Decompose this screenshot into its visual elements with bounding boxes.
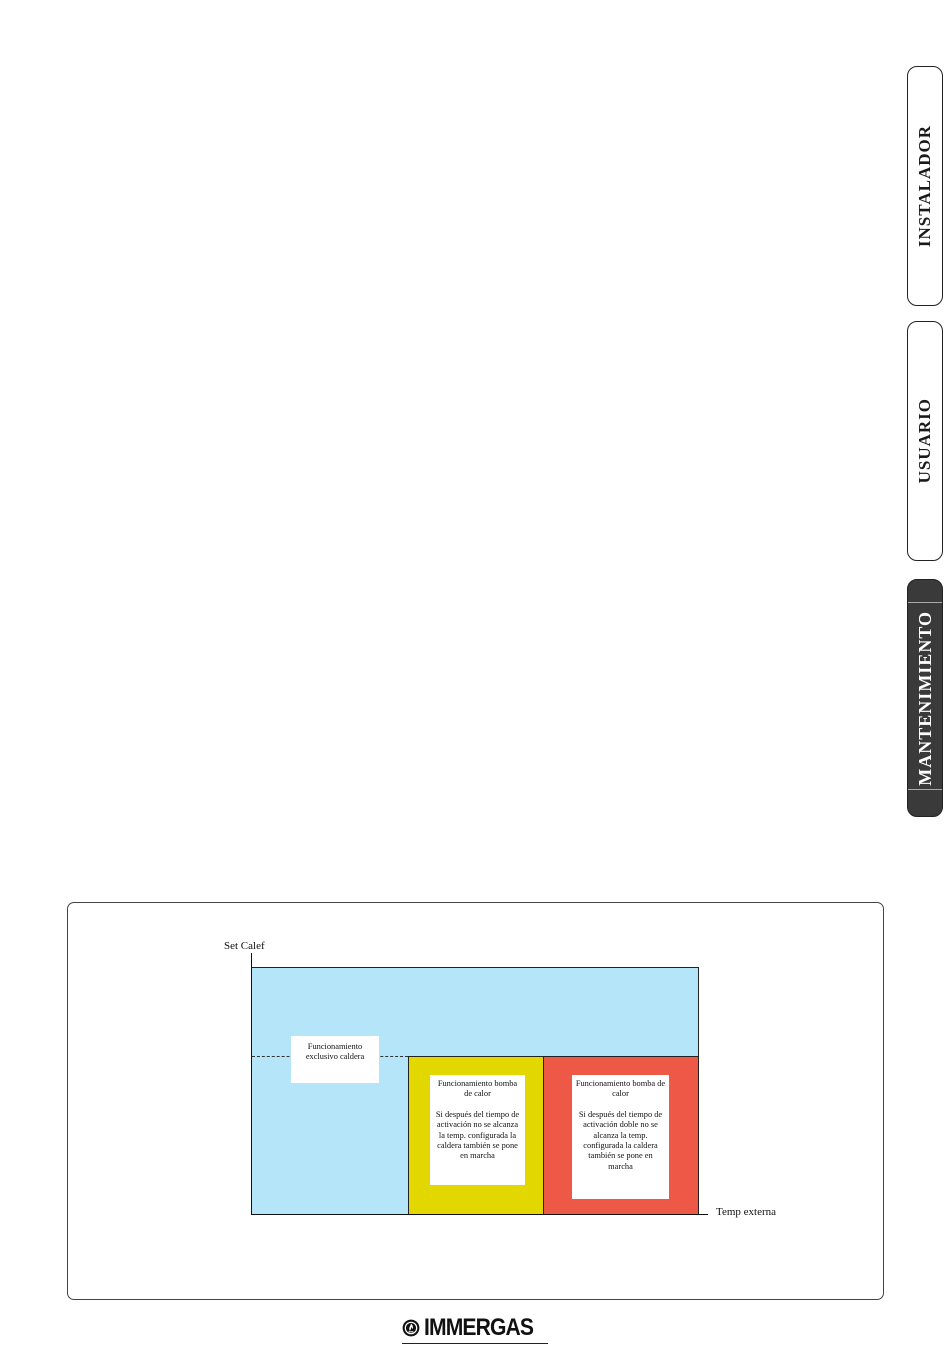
heat-pump-note-text: Si después del tiempo de activación no se alcanza la temp. configurada la caldera también se pone en marcha (435, 1109, 520, 1161)
heat-pump-note (430, 1075, 525, 1185)
tab-mantenimiento[interactable] (907, 579, 943, 817)
heat-pump-double-note-text: Si después del tiempo de activación doble no se alcanza la temp. configurada la caldera también se pone en marcha (578, 1109, 663, 1171)
logo-text: IMMERGAS (424, 1314, 534, 1341)
immergas-logo (402, 1312, 548, 1344)
tab-instalador-label: INSTALADOR (915, 124, 934, 248)
y-axis-label: Set Calef (224, 940, 265, 952)
heat-pump-double-note (572, 1075, 669, 1199)
tab-divider-top (908, 602, 942, 603)
tab-mantenimiento-label: MANTENIMIENTO (914, 610, 935, 786)
tab-usuario-label: USUARIO (915, 398, 934, 484)
logo-underline (402, 1343, 548, 1344)
heat-pump-double-note-title: Funcionamiento bomba de calor (575, 1079, 666, 1099)
y-axis (251, 953, 252, 1215)
tab-instalador[interactable] (907, 66, 943, 306)
boiler-zone-label: Funcionamiento exclusivo caldera (291, 1036, 379, 1083)
tab-divider-bottom (908, 789, 942, 790)
heat-pump-note-title: Funcionamiento bomba de calor (437, 1079, 518, 1099)
x-axis (251, 1214, 708, 1215)
flame-logo-icon (402, 1313, 420, 1343)
x-axis-label: Temp externa (716, 1206, 777, 1218)
tab-usuario[interactable] (907, 321, 943, 561)
